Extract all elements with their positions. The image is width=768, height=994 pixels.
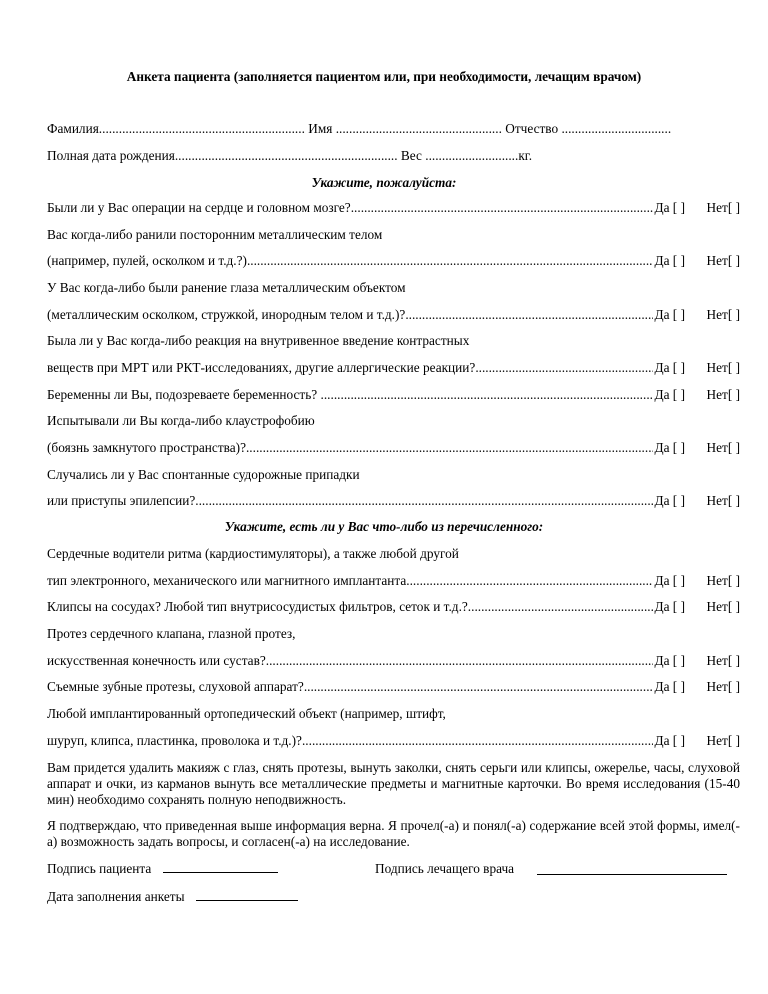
form-title: Анкета пациента (заполняется пациентом или, при необходимости, лечащим врачом) <box>126 69 642 84</box>
question-10 <box>47 652 740 670</box>
no-checkbox[interactable]: Нет[ ] <box>706 733 740 748</box>
signature-row <box>47 860 740 878</box>
confirmation-paragraph: Я подтверждаю, что приведенная выше информация верна. Я прочел(-а) и понял(-а) содержание всей этой формы, имел(-а) возможность задать вопросы, и согласен(-а) на исследование. <box>47 818 740 849</box>
question-6 <box>47 439 740 457</box>
surname-field[interactable]: Фамилия.............................................................. <box>47 121 305 136</box>
question-text: Съемные зубные протезы, слуховой аппарат? <box>47 679 304 694</box>
question-3 <box>47 306 740 324</box>
question-text: веществ при МРТ или РКТ-исследованиях, другие аллергические реакции? <box>47 360 476 375</box>
yes-checkbox[interactable]: Да [ ] <box>654 733 685 748</box>
question-11 <box>47 678 740 696</box>
question-8 <box>47 572 740 590</box>
question-text: шуруп, клипса, пластинка, проволока и т.д.)? <box>47 733 302 748</box>
personal-row-1 <box>47 120 740 138</box>
question-4-line-1: Была ли у Вас когда-либо реакция на внутривенное введение контрастных <box>47 333 470 348</box>
no-checkbox[interactable]: Нет[ ] <box>706 387 740 402</box>
question-text: (металлическим осколком, стружкой, инородным телом и т.д.)? <box>47 307 406 322</box>
question-12 <box>47 732 740 750</box>
question-2-line-1: Вас когда-либо ранили посторонним металлическим телом <box>47 227 383 242</box>
question-12-line-1: Любой имплантированный ортопедический объект (например, штифт, <box>47 706 446 721</box>
fill-date-label: Дата заполнения анкеты <box>47 889 185 904</box>
no-checkbox[interactable]: Нет[ ] <box>706 573 740 588</box>
question-9 <box>47 598 740 616</box>
question-text: (боязнь замкнутого пространства)? <box>47 440 246 455</box>
yes-checkbox[interactable]: Да [ ] <box>654 200 685 215</box>
yes-checkbox[interactable]: Да [ ] <box>654 253 685 268</box>
question-text: искусственная конечность или сустав? <box>47 653 266 668</box>
no-checkbox[interactable]: Нет[ ] <box>706 493 740 508</box>
question-2 <box>47 252 740 270</box>
yes-checkbox[interactable]: Да [ ] <box>654 653 685 668</box>
date-row <box>47 888 740 906</box>
no-checkbox[interactable]: Нет[ ] <box>706 440 740 455</box>
no-checkbox[interactable]: Нет[ ] <box>706 653 740 668</box>
question-5 <box>47 386 740 404</box>
fill-date-line[interactable] <box>196 888 298 901</box>
dob-field[interactable]: Полная дата рождения................................................................... <box>47 148 398 163</box>
yes-checkbox[interactable]: Да [ ] <box>654 387 685 402</box>
no-checkbox[interactable]: Нет[ ] <box>706 307 740 322</box>
patient-signature-label: Подпись пациента <box>47 861 152 876</box>
weight-field[interactable]: Вес ............................кг. <box>400 148 533 163</box>
no-checkbox[interactable]: Нет[ ] <box>706 679 740 694</box>
no-checkbox[interactable]: Нет[ ] <box>706 360 740 375</box>
question-text: (например, пулей, осколком и т.д.?) <box>47 253 247 268</box>
question-1 <box>47 199 740 217</box>
question-7 <box>47 492 740 510</box>
yes-checkbox[interactable]: Да [ ] <box>654 360 685 375</box>
doctor-signature-label: Подпись лечащего врача <box>375 861 515 876</box>
question-3-line-1: У Вас когда-либо были ранение глаза металлическим объектом <box>47 280 406 295</box>
question-text: тип электронного, механического или магнитного имплантанта <box>47 573 407 588</box>
section-heading-1: Укажите, пожалуйста: <box>311 175 457 190</box>
patronymic-field[interactable]: Отчество ................................. <box>505 121 672 136</box>
yes-checkbox[interactable]: Да [ ] <box>654 493 685 508</box>
yes-checkbox[interactable]: Да [ ] <box>654 679 685 694</box>
yes-checkbox[interactable]: Да [ ] <box>654 440 685 455</box>
yes-checkbox[interactable]: Да [ ] <box>654 599 685 614</box>
yes-checkbox[interactable]: Да [ ] <box>654 573 685 588</box>
question-7-line-1: Случались ли у Вас спонтанные судорожные припадки <box>47 467 360 482</box>
question-text: Клипсы на сосудах? Любой тип внутрисосудистых фильтров, сеток и т.д.? <box>47 599 468 614</box>
name-field[interactable]: Имя .................................................. <box>308 121 502 136</box>
no-checkbox[interactable]: Нет[ ] <box>706 253 740 268</box>
patient-signature-line[interactable] <box>163 860 278 873</box>
notice-paragraph: Вам придется удалить макияж с глаз, снять протезы, вынуть заколки, снять серьги или клипсы, ожерелье, часы, слуховой аппарат и очки, из карманов вынуть все металлические предметы и магнитные карточки. Во время исследования (15-40 мин) необходимо сохранять полную неподвижность. <box>47 760 740 807</box>
doctor-signature-line[interactable] <box>537 862 727 875</box>
question-text: или приступы эпилепсии? <box>47 493 196 508</box>
question-10-line-1: Протез сердечного клапана, глазной протез, <box>47 626 296 641</box>
personal-row-2 <box>47 147 740 165</box>
question-text: Были ли у Вас операции на сердце и головном мозге? <box>47 200 351 215</box>
question-8-line-1: Сердечные водители ритма (кардиостимуляторы), а также любой другой <box>47 546 459 561</box>
question-text: Беременны ли Вы, подозреваете беременность? .... <box>47 387 334 402</box>
section-heading-2: Укажите, есть ли у Вас что-либо из перечисленного: <box>224 519 544 534</box>
question-6-line-1: Испытывали ли Вы когда-либо клаустрофобию <box>47 413 315 428</box>
no-checkbox[interactable]: Нет[ ] <box>706 200 740 215</box>
question-4 <box>47 359 740 377</box>
yes-checkbox[interactable]: Да [ ] <box>654 307 685 322</box>
no-checkbox[interactable]: Нет[ ] <box>706 599 740 614</box>
